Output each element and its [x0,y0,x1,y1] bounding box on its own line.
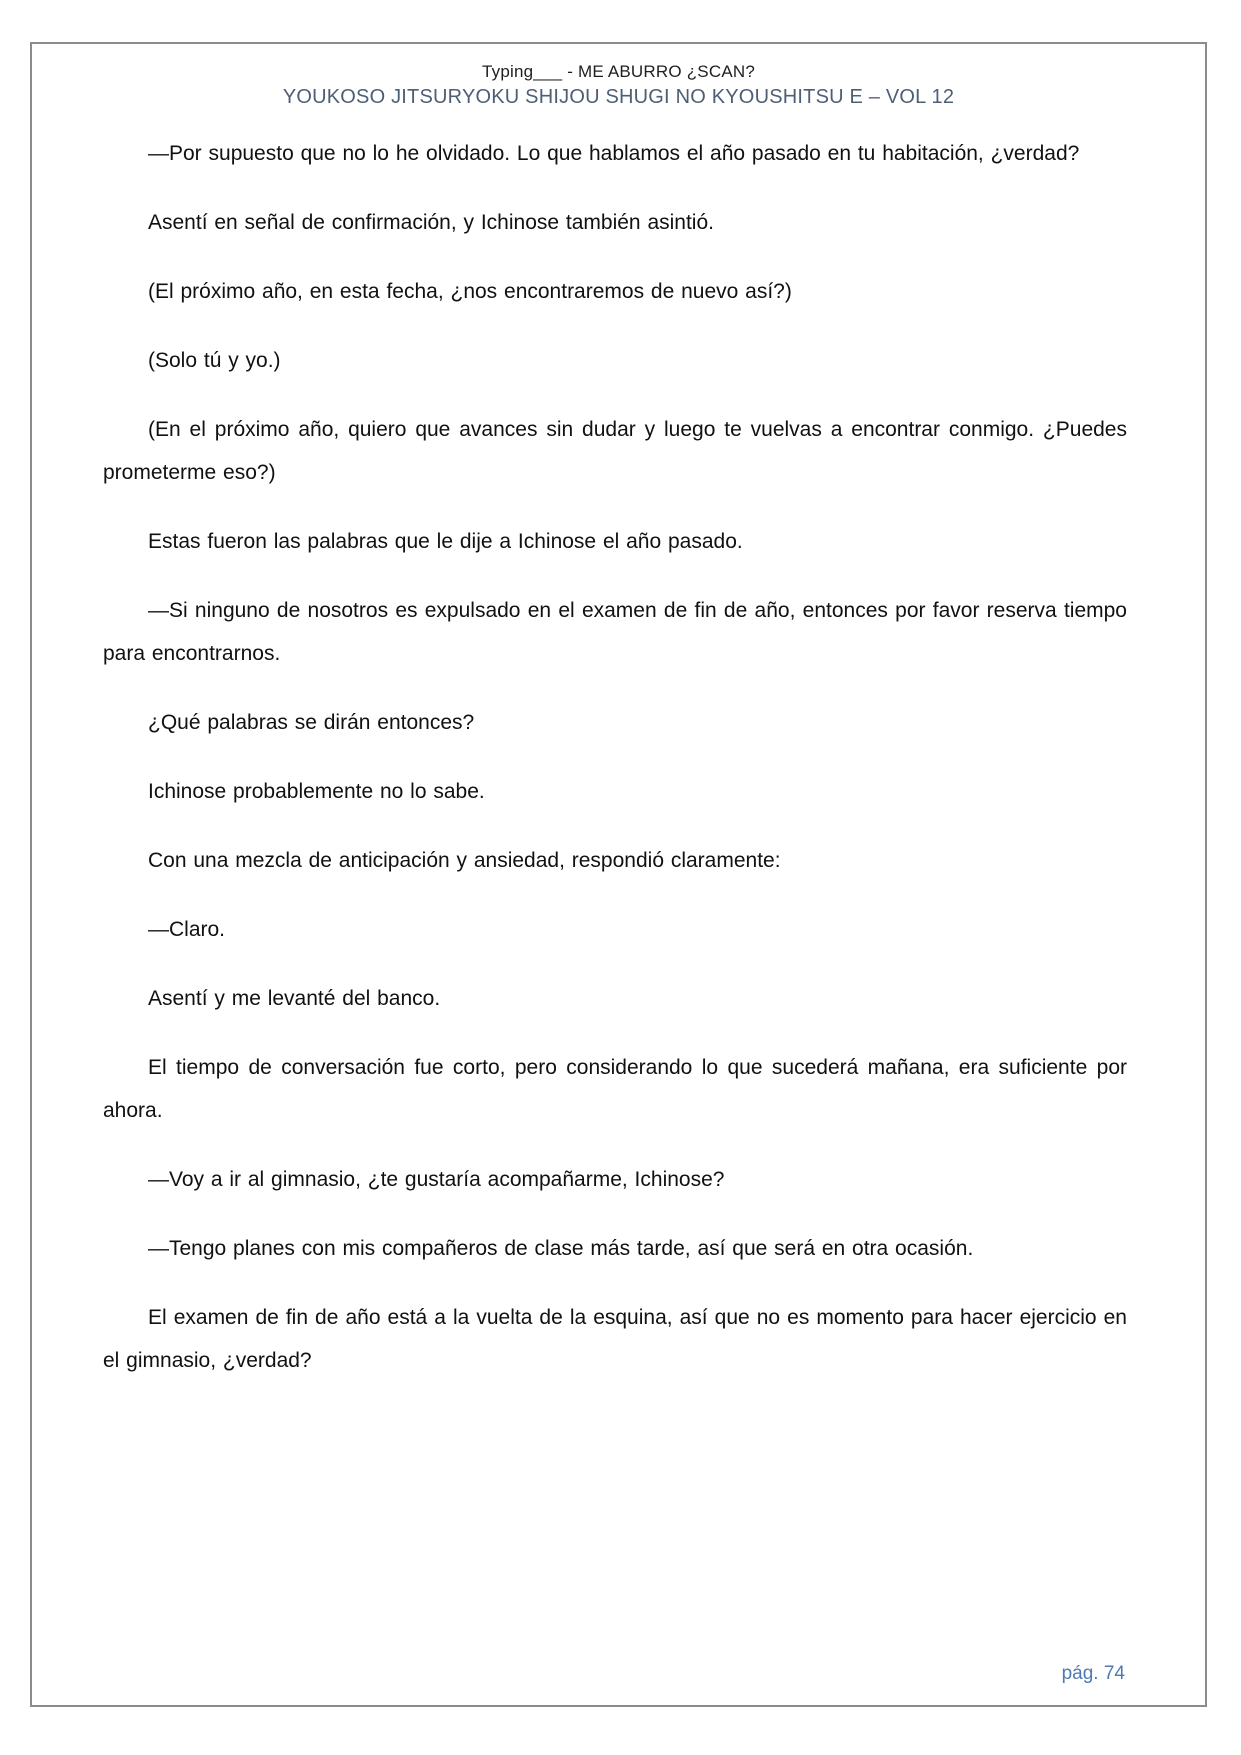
paragraph: ¿Qué palabras se dirán entonces? [148,711,475,734]
paragraph: Con una mezcla de anticipación y ansiedad, respondió claramente: [148,849,781,872]
paragraph: —Voy a ir al gimnasio, ¿te gustaría acompañarme, Ichinose? [148,1168,725,1191]
page-number: pág. 74 [1061,1663,1125,1684]
paragraph: El examen de fin de año está a la vuelta de la esquina, así que no es momento para hacer ejercicio en el gimnasio, ¿verdad? [103,1306,1127,1372]
paragraph: (Solo tú y yo.) [148,349,281,372]
paragraph: Asentí en señal de confirmación, y Ichinose también asintió. [148,211,714,234]
header-volume-title: YOUKOSO JITSURYOKU SHIJOU SHUGI NO KYOUSHITSU E – VOL 12 [282,86,955,108]
paragraph: —Si ninguno de nosotros es expulsado en el examen de fin de año, entonces por favor reserva tiempo para encontrarnos. [103,599,1127,665]
page-border-frame [30,42,1207,1707]
paragraph: (El próximo año, en esta fecha, ¿nos encontraremos de nuevo así?) [148,280,792,303]
paragraph: El tiempo de conversación fue corto, pero considerando lo que sucederá mañana, era suficiente por ahora. [103,1056,1127,1122]
header-typing-line: Typing___ - ME ABURRO ¿SCAN? [482,62,755,81]
paragraph: —Por supuesto que no lo he olvidado. Lo que hablamos el año pasado en tu habitación, ¿verdad? [148,142,1080,165]
document-body [103,132,1127,1382]
paragraph: —Claro. [148,918,226,941]
paragraph: Asentí y me levanté del banco. [148,987,441,1010]
paragraph: (En el próximo año, quiero que avances sin dudar y luego te vuelvas a encontrar conmigo. ¿Puedes prometerme eso?) [103,418,1127,484]
paragraph: Estas fueron las palabras que le dije a Ichinose el año pasado. [148,530,743,553]
paragraph: Ichinose probablemente no lo sabe. [148,780,485,803]
paragraph: —Tengo planes con mis compañeros de clase más tarde, así que será en otra ocasión. [148,1237,974,1260]
document-header [32,44,1205,110]
